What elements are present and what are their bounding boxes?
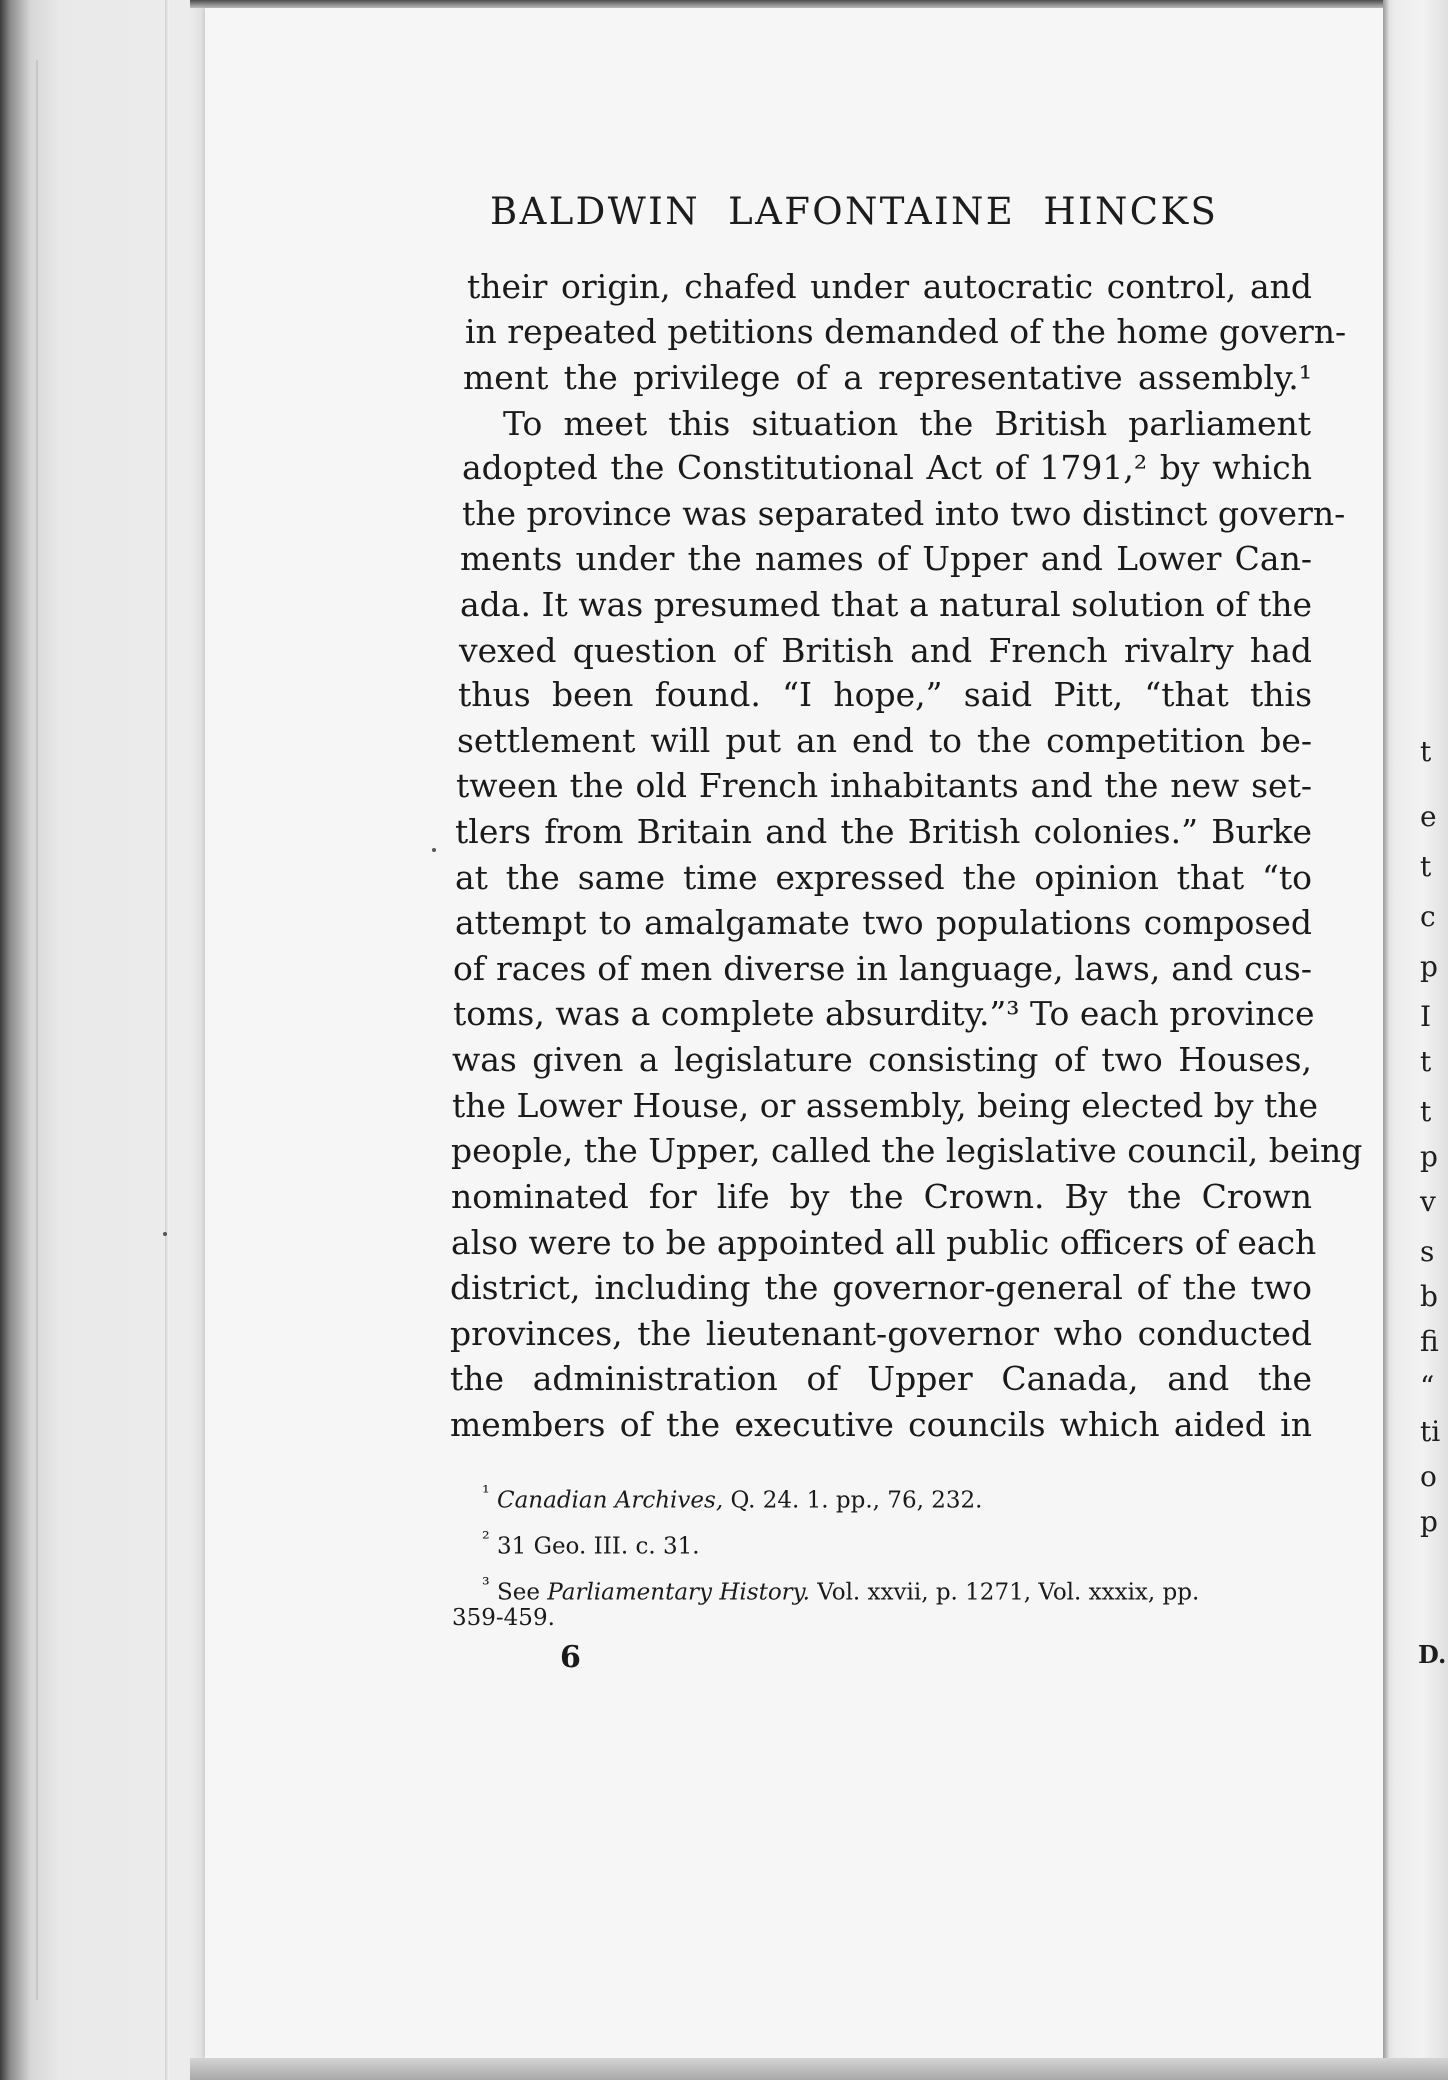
top-edge-shadow [190,0,1390,8]
body-line: tween the old French inhabitants and the new set- [456,766,1312,805]
next-page-fragment: b [1420,1280,1438,1313]
body-line: To meet this situation the British parliament [503,404,1311,443]
next-page-fragment: e [1420,800,1437,833]
body-line: the province was separated into two distinct govern- [462,494,1346,533]
binding-line [36,60,38,2000]
next-page-fragment: t [1420,1095,1432,1128]
body-line: ment the privilege of a representative assembly.¹ [463,358,1312,397]
body-line: tlers from Britain and the British colonies.” Burke [455,812,1312,851]
body-line: their origin, chafed under autocratic control, and [467,267,1312,306]
body-line: members of the executive councils which aided in [450,1405,1312,1444]
next-page-fragment: D. [1418,1640,1447,1669]
page-fold [165,0,169,2080]
dust-speck [163,1232,167,1236]
body-line: ments under the names of Upper and Lower Can- [460,539,1312,578]
body-line: toms, was a complete absurdity.”³ To each province [453,994,1315,1033]
body-line: the administration of Upper Canada, and the [450,1359,1312,1398]
footnote-3-italic: Parliamentary History. [547,1579,810,1606]
bottom-edge-shadow [190,2058,1448,2080]
next-page-fragment: p [1420,950,1438,983]
footnote-1-italic: Canadian Archives, [497,1487,724,1514]
next-page-fragment: p [1420,1505,1438,1538]
next-page-fragment: I [1420,1000,1432,1033]
footnote-1-text: Q. 24. 1. pp., 76, 232. [723,1487,983,1514]
body-line: the Lower House, or assembly, being elected by the [452,1086,1318,1125]
footnote-3-cont-text: 359-459. [452,1605,555,1631]
footnote-1 [482,1478,1332,1516]
body-line: of races of men diverse in language, laws, and cus- [453,949,1312,988]
next-page-fragment: ti [1420,1415,1441,1448]
page-number: 6 [560,1640,581,1675]
body-line: adopted the Constitutional Act of 1791,² by which [462,448,1312,487]
body-line: vexed question of British and French rivalry had [459,631,1312,670]
body-line: nominated for life by the Crown. By the Crown [451,1177,1312,1216]
body-line: at the same time expressed the opinion that “to [455,858,1312,897]
body-line: was given a legislature consisting of two Houses, [452,1040,1312,1079]
running-head: BALDWIN LAFONTAINE HINCKS [490,190,1219,233]
body-line: thus been found. “I hope,” said Pitt, “that this [458,675,1312,714]
next-page-fragment: c [1420,900,1436,933]
footnote-2-text: 31 Geo. III. c. 31. [497,1533,700,1560]
next-page-fragment: t [1420,1045,1432,1078]
next-page-fragment: p [1420,1140,1438,1173]
footnote-3-continuation [452,1603,1302,1633]
footnote-3 [482,1570,1332,1608]
footnote-3-text: Vol. xxvii, p. 1271, Vol. xxxix, pp. [809,1579,1200,1606]
body-line: also were to be appointed all public officers of each [451,1223,1317,1262]
next-page-fragment: v [1420,1185,1436,1218]
footnote-1-mark: ¹ [482,1481,490,1504]
next-page-fragment: o [1420,1460,1437,1493]
dust-speck [432,848,436,852]
body-line: attempt to amalgamate two populations composed [455,903,1312,942]
body-line: ada. It was presumed that a natural solution of the [460,585,1312,624]
body-line: people, the Upper, called the legislative council, being [451,1131,1363,1170]
next-page-fragment: fi [1420,1325,1439,1358]
next-page-fragment: t [1420,735,1432,768]
footnote-3-mark: ³ [482,1573,490,1596]
left-page-edge [0,0,205,2080]
body-line: provinces, the lieutenant-governor who conducted [450,1314,1312,1353]
body-line: district, including the governor-general of the two [450,1268,1312,1307]
next-page-fragment: s [1420,1235,1435,1268]
next-page-fragment: “ [1420,1370,1435,1403]
next-page-fragment: t [1420,850,1432,883]
right-page-edge [1383,0,1448,2080]
footnote-2-mark: ² [482,1527,490,1550]
body-line: settlement will put an end to the competition be- [457,721,1312,760]
body-line: in repeated petitions demanded of the home govern- [465,312,1347,351]
footnote-3-pre: See [497,1579,548,1606]
right-page-shadow [1383,0,1389,2080]
footnote-2 [482,1524,1332,1562]
